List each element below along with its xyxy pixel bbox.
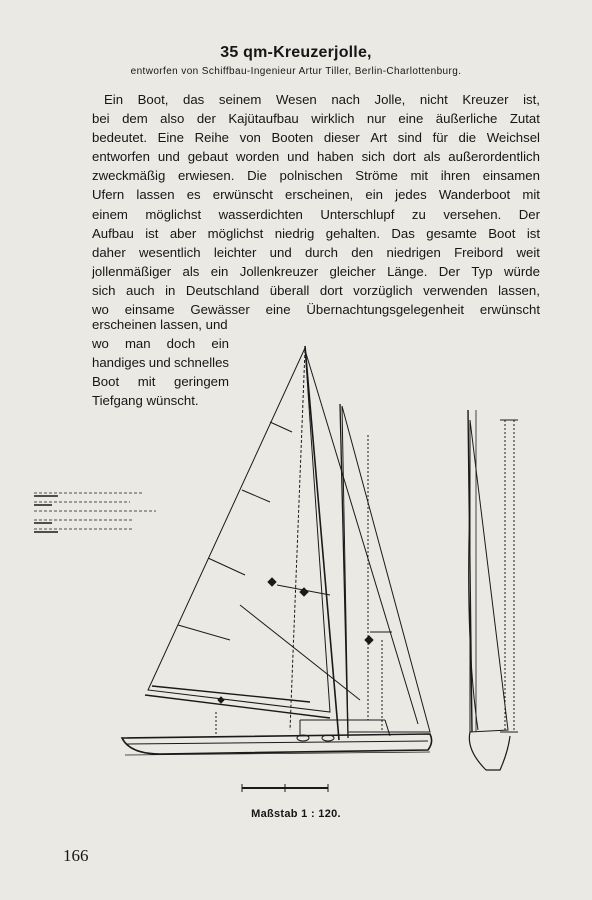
page-number: 166 xyxy=(63,846,89,865)
body-line: sich auch in Deutschland überall dort vorzüglich verwenden lassen, xyxy=(92,282,540,298)
body-line: bei dem also der Kajütaufbau wirklich nur eine äußerliche Zutat xyxy=(92,111,540,127)
body-line: daher wesentlich leichter und durch den niedrigen Freibord weit xyxy=(92,244,540,260)
body-line: jollenmäßiger als ein Jollenkreuzer gleicher Länge. Der Typ würde xyxy=(92,263,540,279)
body-line: handiges und schnelles xyxy=(92,355,229,371)
body-line: Boot mit geringem xyxy=(92,374,229,390)
sail-area-legend xyxy=(34,493,156,532)
body-line: Ufern lassen es erwünscht erscheinen, ein jedes Wanderboot mit xyxy=(92,187,540,203)
body-line: bedeutet. Eine Reihe von Booten dieser Art sind für die Weichsel xyxy=(92,130,540,146)
body-line: Ein Boot, das seinem Wesen nach Jolle, nicht Kreuzer ist, xyxy=(104,92,540,107)
body-line: wo einsame Gewässer eine Übernachtungsgelegenheit erwünscht xyxy=(92,302,540,318)
scale-caption: Maßstab 1 : 120. xyxy=(251,808,341,820)
body-line: zweckmäßig erwiesen. Die polnischen Ströme mit ihren einsamen xyxy=(92,168,540,184)
body-line: Tiefgang wünscht. xyxy=(92,393,199,409)
jib xyxy=(342,406,430,732)
article-title: 35 qm-Kreuzerjolle, xyxy=(220,44,372,61)
body-paragraph xyxy=(92,90,540,319)
body-line: erscheinen lassen, und xyxy=(92,317,228,332)
body-line: wo man doch ein xyxy=(92,336,229,352)
sail-plan-drawing xyxy=(30,340,550,800)
side-elevation xyxy=(468,410,518,770)
body-line: entworfen und gebaut worden und haben sich dort als außerordentlich xyxy=(92,149,540,165)
body-line: einem möglichst wasserdichten Unterschlupf zu versehen. Der xyxy=(92,206,540,222)
article-subtitle: entworfen von Schiffbau-Ingenieur Artur Tiller, Berlin-Charlottenburg. xyxy=(130,66,462,77)
scale-bar xyxy=(242,784,328,792)
body-line: Aufbau ist aber möglichst niedrig gehalten. Das gesamte Boot ist xyxy=(92,225,540,241)
